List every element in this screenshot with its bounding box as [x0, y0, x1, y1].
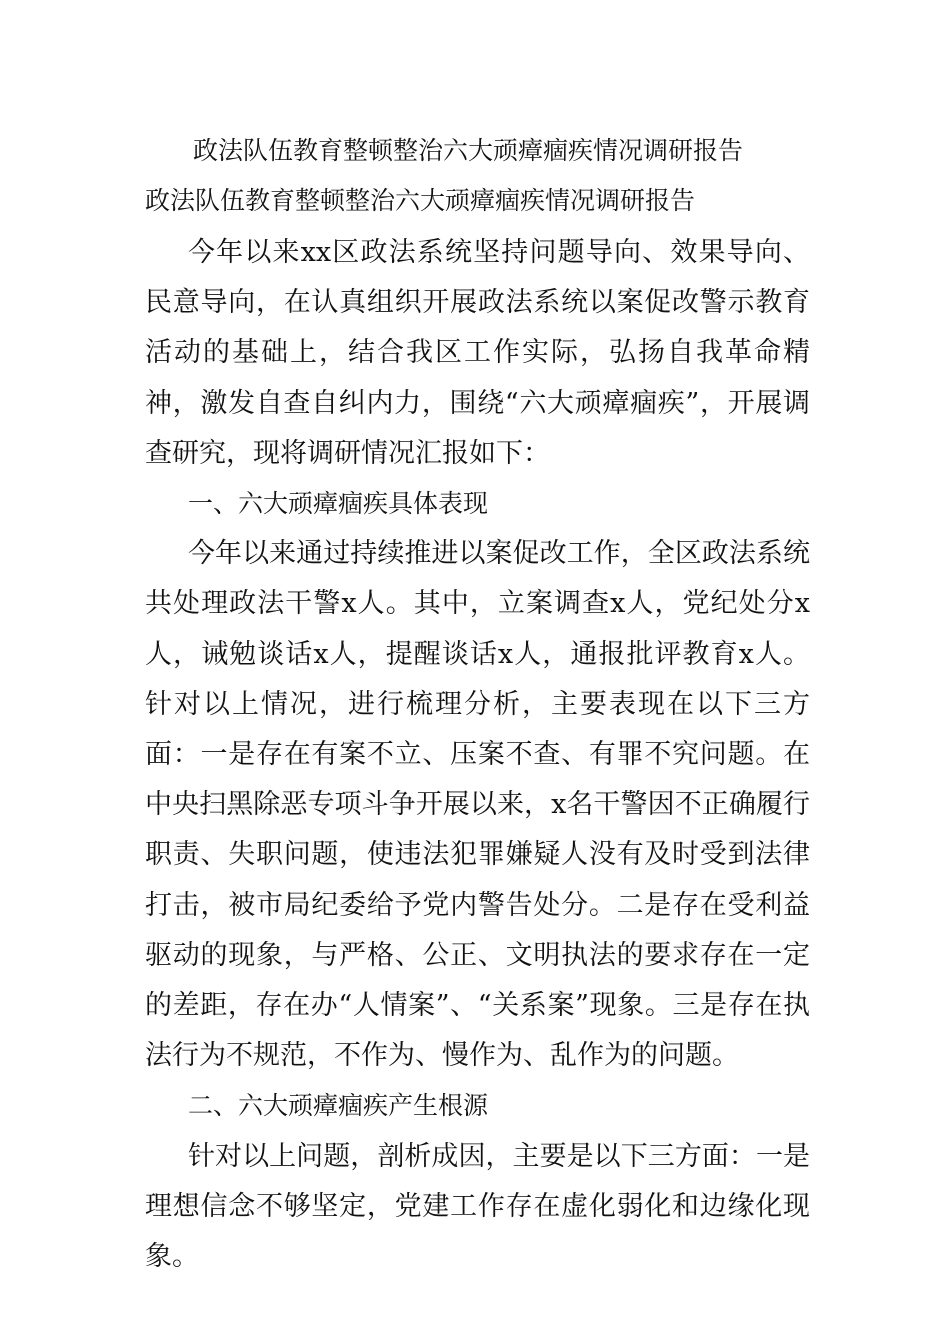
paragraph-section-2: 针对以上问题，剖析成因，主要是以下三方面：一是理想信念不够坚定，党建工作存在虚化弱化和边缘化现象。	[145, 1140, 810, 1273]
document-body	[145, 228, 810, 1282]
paragraph-section-1: 今年以来通过持续推进以案促改工作，全区政法系统共处理政法干警x人。其中，立案调查x人，党纪处分x人，诫勉谈话x人，提醒谈话x人，通报批评教育x人。针对以上情况，进行梳理分析，主要表现在以下三方面：一是存在有案不立、压案不查、有罪不究问题。在中央扫黑除恶专项斗争开展以来，x名干警因不正确履行职责、失职问题，使违法犯罪嫌疑人没有及时受到法律打击，被市局纪委给予党内警告处分。二是存在受利益驱动的现象，与严格、公正、文明执法的要求存在一定的差距，存在办“人情案”、“关系案”现象。三是存在执法行为不规范，不作为、慢作为、乱作为的问题。	[145, 538, 810, 1072]
document-subtitle: 政法队伍教育整顿整治六大顽瘴痼疾情况调研报告	[145, 186, 696, 215]
document-title: 政法队伍教育整顿整治六大顽瘴痼疾情况调研报告	[193, 136, 744, 165]
section-heading-2: 二、六大顽瘴痼疾产生根源	[188, 1091, 489, 1121]
section-heading-1: 一、六大顽瘴痼疾具体表现	[188, 489, 489, 519]
paragraph-intro: 今年以来xx区政法系统坚持问题导向、效果导向、民意导向，在认真组织开展政法系统以案促改警示教育活动的基础上，结合我区工作实际，弘扬自我革命精神，激发自查自纠内力，围绕“六大顽瘴痼疾”，开展调查研究，现将调研情况汇报如下：	[145, 237, 810, 469]
